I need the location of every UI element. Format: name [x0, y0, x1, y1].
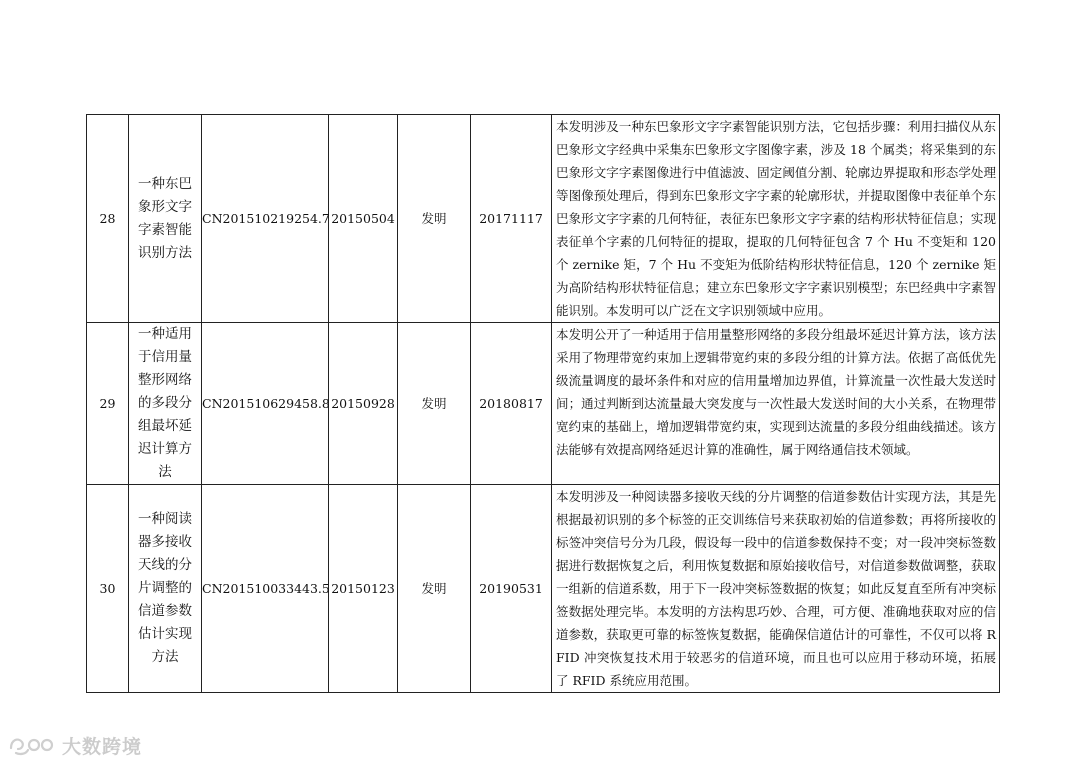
brand-logo-icon: [8, 734, 56, 756]
application-date: 20150123: [329, 485, 398, 693]
patent-type: 发明: [398, 115, 471, 323]
application-number: CN201510629458.8: [202, 323, 329, 485]
row-number: 28: [87, 115, 129, 323]
watermark-text: 大数跨境: [62, 735, 143, 758]
table-row: [87, 115, 1000, 323]
patent-name-cell: [129, 115, 202, 323]
publication-date: 20180817: [471, 323, 552, 485]
patent-name: 一种适用于信用量整形网络的多段分组最坏延迟计算方法: [138, 326, 192, 480]
patent-name: 一种阅读器多接收天线的分片调整的信道参数估计实现方法: [138, 511, 192, 665]
patent-type: 发明: [398, 485, 471, 693]
table-row: [87, 485, 1000, 693]
application-date: 20150504: [329, 115, 398, 323]
publication-date: 20171117: [471, 115, 552, 323]
patent-name: 一种东巴象形文字字素智能识别方法: [138, 175, 192, 261]
patent-table: [86, 114, 1000, 693]
application-number: CN201510219254.7: [202, 115, 329, 323]
patent-abstract: 本发明涉及一种东巴象形文字字素智能识别方法，它包括步骤：利用扫描仪从东巴象形文字经典中采集东巴象形文字图像字素，涉及 18 个属类；将采集到的东巴象形文字字素图像进行中值滤波、固定阈值分割、轮廓边界提取和形态学处理等图像预处理后，得到东巴象形文字字素的轮廓形状，并提取图像中表征单个东巴象形文字字素的几何特征，表征东巴象形文字字素的结构形状特征信息；实现表征单个字素的几何特征的提取，提取的几何特征包含 7 个 Hu 不变矩和 120 个 zernike 矩，7 个 Hu 不变矩为低阶结构形状特征信息，120 个 zernike 矩为高阶结构形状特征信息；建立东巴象形文字字素识别模型；东巴经典中字素智能识别。本发明可以广泛在文字识别领域中应用。: [552, 115, 1000, 323]
application-date: 20150928: [329, 323, 398, 485]
table-row: [87, 323, 1000, 485]
publication-date: 20190531: [471, 485, 552, 693]
patent-abstract: 本发明公开了一种适用于信用量整形网络的多段分组最坏延迟计算方法，该方法采用了物理带宽约束加上逻辑带宽约束的多段分组的计算方法。依据了高低优先级流量调度的最坏条件和对应的信用量增加边界值，计算流量一次性最大发送时间；通过判断到达流量最大突发度与一次性最大发送时间的大小关系，在物理带宽约束的基础上，增加逻辑带宽约束，实现到达流量的多段分组曲线描述。该方法能够有效提高网络延迟计算的准确性，属于网络通信技术领域。: [552, 323, 1000, 485]
patent-name-cell: [129, 485, 202, 693]
patent-type: 发明: [398, 323, 471, 485]
patent-name-cell: [129, 323, 202, 485]
row-number: 30: [87, 485, 129, 693]
watermark: [8, 733, 142, 757]
application-number: CN201510033443.5: [202, 485, 329, 693]
row-number: 29: [87, 323, 129, 485]
patent-abstract: 本发明涉及一种阅读器多接收天线的分片调整的信道参数估计实现方法，其是先根据最初识别的多个标签的正交训练信号来获取初始的信道参数；再将所接收的标签冲突信号分为几段，假设每一段中的信道参数保持不变；对一段冲突标签数据进行数据恢复之后，利用恢复数据和原始接收信号，对信道参数做调整，获取一组新的信道系数，用于下一段冲突标签数据的恢复；如此反复直至所有冲突标签数据处理完毕。本发明的方法构思巧妙、合理，可方便、准确地获取对应的信道参数，获取更可靠的标签恢复数据，能确保信道估计的可靠性，不仅可以将 RFID 冲突恢复技术用于较恶劣的信道环境，而且也可以应用于移动环境，拓展了 RFID 系统应用范围。: [552, 485, 1000, 693]
